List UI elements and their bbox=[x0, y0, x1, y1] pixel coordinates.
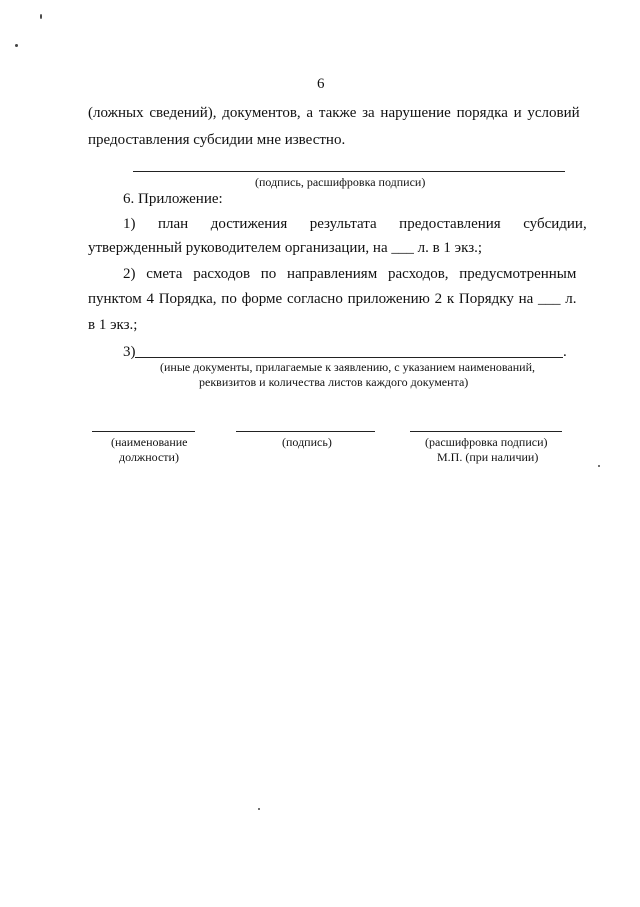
scan-speck bbox=[598, 465, 600, 467]
attachment-item-3-caption: реквизитов и количества листов каждого документа) bbox=[199, 375, 469, 389]
signature-caption: (подпись) bbox=[282, 435, 332, 449]
signature-line bbox=[133, 171, 565, 172]
attachments-heading: 6. Приложение: bbox=[123, 191, 223, 207]
position-caption: (наименование bbox=[111, 435, 188, 449]
signature-line bbox=[236, 431, 375, 432]
decoding-caption: (расшифровка подписи) bbox=[425, 435, 548, 449]
attachment-item-2-line1: 2) смета расходов по направлениям расходов, предусмотренным bbox=[123, 266, 577, 282]
attachment-item-3-caption: (иные документы, прилагаемые к заявлению, с указанием наименований, bbox=[160, 360, 535, 374]
attachment-item-3-line bbox=[135, 357, 563, 358]
stamp-caption: М.П. (при наличии) bbox=[437, 450, 539, 464]
paragraph-line: предоставления субсидии мне известно. bbox=[88, 132, 346, 148]
attachment-item-2-line2: пунктом 4 Порядка, по форме согласно приложению 2 к Порядку на ___ л. bbox=[88, 291, 577, 307]
attachment-item-3-end: . bbox=[563, 344, 567, 360]
position-caption: должности) bbox=[119, 450, 179, 464]
scan-speck bbox=[258, 808, 260, 810]
page-number: 6 bbox=[317, 76, 325, 92]
attachment-item-3-label: 3) bbox=[123, 344, 136, 360]
attachment-item-2-line3: в 1 экз.; bbox=[88, 317, 138, 333]
decoding-line bbox=[410, 431, 562, 432]
position-line bbox=[92, 431, 195, 432]
attachment-item-1-line2: утвержденный руководителем организации, на ___ л. в 1 экз.; bbox=[88, 240, 483, 256]
scan-speck bbox=[40, 14, 42, 19]
signature-caption: (подпись, расшифровка подписи) bbox=[255, 175, 426, 189]
scan-speck bbox=[15, 44, 18, 47]
paragraph-line: (ложных сведений), документов, а также за нарушение порядка и условий bbox=[88, 105, 580, 121]
attachment-item-1-line1: 1) план достижения результата предоставления субсидии, bbox=[123, 216, 587, 232]
